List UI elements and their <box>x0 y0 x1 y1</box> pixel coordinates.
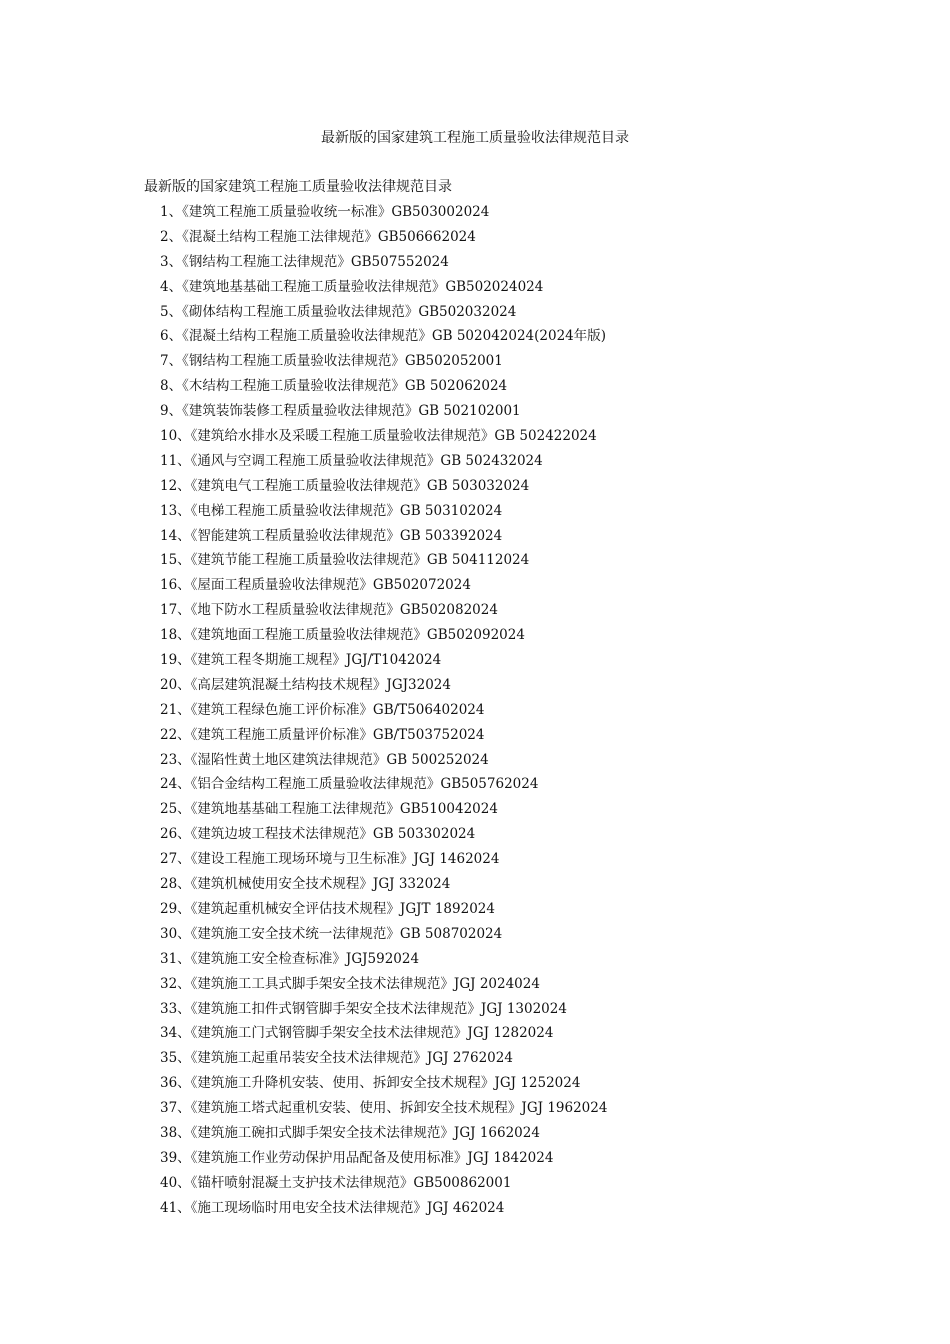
list-item: 13、《电梯工程施工质量验收法律规范》GB 503102024 <box>160 502 503 519</box>
list-item: 37、《建筑施工塔式起重机安装、使用、拆卸安全技术规程》JGJ 1962024 <box>160 1100 608 1117</box>
list-item: 3、《钢结构工程施工法律规范》GB507552024 <box>160 253 449 270</box>
list-item: 19、《建筑工程冬期施工规程》JGJ/T1042024 <box>160 652 442 669</box>
list-item: 12、《建筑电气工程施工质量验收法律规范》GB 503032024 <box>160 477 530 494</box>
list-item: 25、《建筑地基基础工程施工法律规范》GB510042024 <box>160 801 498 818</box>
list-item: 36、《建筑施工升降机安装、使用、拆卸安全技术规程》JGJ 1252024 <box>160 1075 581 1092</box>
list-item: 6、《混凝土结构工程施工质量验收法律规范》GB 502042024(2024年版) <box>160 328 607 345</box>
list-item: 26、《建筑边坡工程技术法律规范》GB 503302024 <box>160 826 476 843</box>
list-heading: 最新版的国家建筑工程施工质量验收法律规范目录 <box>144 179 452 195</box>
list-item: 20、《高层建筑混凝土结构技术规程》JGJ32024 <box>160 676 451 693</box>
list-item: 33、《建筑施工扣件式钢管脚手架安全技术法律规范》JGJ 1302024 <box>160 1000 567 1017</box>
list-item: 8、《木结构工程施工质量验收法律规范》GB 502062024 <box>160 378 508 395</box>
list-item: 17、《地下防水工程质量验收法律规范》GB502082024 <box>160 602 498 619</box>
list-item: 27、《建设工程施工现场环境与卫生标准》JGJ 1462024 <box>160 851 500 868</box>
list-item: 38、《建筑施工碗扣式脚手架安全技术法律规范》JGJ 1662024 <box>160 1124 540 1141</box>
list-item: 23、《湿陷性黄土地区建筑法律规范》GB 500252024 <box>160 751 489 768</box>
list-item: 21、《建筑工程绿色施工评价标准》GB/T506402024 <box>160 701 485 718</box>
list-item: 41、《施工现场临时用电安全技术法律规范》JGJ 462024 <box>160 1199 505 1216</box>
list-item: 22、《建筑工程施工质量评价标准》GB/T503752024 <box>160 726 485 743</box>
list-item: 39、《建筑施工作业劳动保护用品配备及使用标准》JGJ 1842024 <box>160 1149 554 1166</box>
list-item: 14、《智能建筑工程质量验收法律规范》GB 503392024 <box>160 527 503 544</box>
list-item: 28、《建筑机械使用安全技术规程》JGJ 332024 <box>160 876 451 893</box>
list-item: 24、《铝合金结构工程施工质量验收法律规范》GB505762024 <box>160 776 539 793</box>
list-item: 18、《建筑地面工程施工质量验收法律规范》GB502092024 <box>160 627 525 644</box>
list-item: 31、《建筑施工安全检查标准》JGJ592024 <box>160 950 420 967</box>
list-item: 2、《混凝土结构工程施工法律规范》GB506662024 <box>160 228 476 245</box>
list-item: 7、《钢结构工程施工质量验收法律规范》GB502052001 <box>160 353 503 370</box>
page-title: 最新版的国家建筑工程施工质量验收法律规范目录 <box>321 130 629 146</box>
list-item: 29、《建筑起重机械安全评估技术规程》JGJT 1892024 <box>160 900 495 917</box>
list-item: 11、《通风与空调工程施工质量验收法律规范》GB 502432024 <box>160 452 543 469</box>
list-item: 4、《建筑地基基础工程施工质量验收法律规范》GB502024024 <box>160 278 544 295</box>
list-item: 30、《建筑施工安全技术统一法律规范》GB 508702024 <box>160 925 503 942</box>
list-item: 10、《建筑给水排水及采暖工程施工质量验收法律规范》GB 502422024 <box>160 428 597 445</box>
list-item: 35、《建筑施工起重吊装安全技术法律规范》JGJ 2762024 <box>160 1050 513 1067</box>
list-item: 32、《建筑施工工具式脚手架安全技术法律规范》JGJ 2024024 <box>160 975 540 992</box>
list-item: 34、《建筑施工门式钢管脚手架安全技术法律规范》JGJ 1282024 <box>160 1025 554 1042</box>
list-item: 5、《砌体结构工程施工质量验收法律规范》GB502032024 <box>160 303 517 320</box>
list-item: 1、《建筑工程施工质量验收统一标准》GB503002024 <box>160 204 490 220</box>
list-item: 9、《建筑装饰装修工程质量验收法律规范》GB 502102001 <box>160 403 521 420</box>
list-item: 15、《建筑节能工程施工质量验收法律规范》GB 504112024 <box>160 552 530 569</box>
standards-list <box>160 201 607 1222</box>
list-item: 16、《屋面工程质量验收法律规范》GB502072024 <box>160 577 471 594</box>
list-item: 40、《锚杆喷射混凝土支护技术法律规范》GB500862001 <box>160 1174 512 1191</box>
